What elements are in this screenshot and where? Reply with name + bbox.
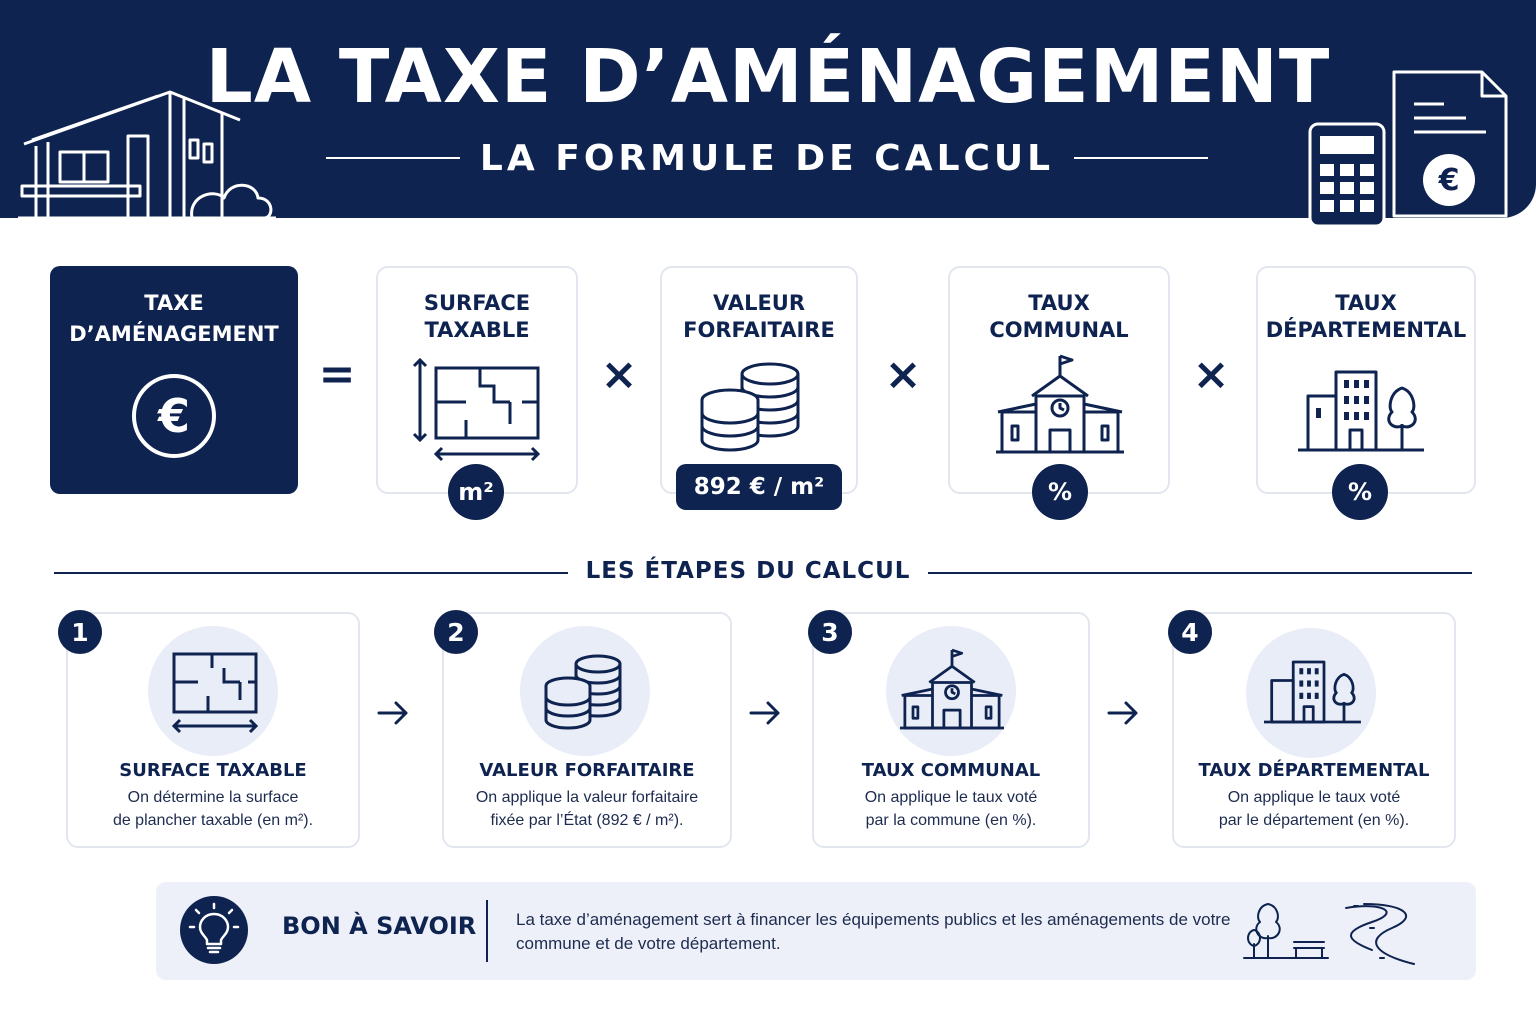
divider-line [1074, 157, 1208, 159]
price-badge: 892 € / m² [676, 464, 842, 510]
factor-card-surface [376, 266, 578, 506]
factor-card-taux-communal [948, 266, 1170, 506]
building-icon [1264, 654, 1364, 730]
svg-text:€: € [1438, 163, 1460, 198]
multiply-sign: × [884, 349, 922, 400]
step-title: TAUX COMMUNAL [861, 760, 1041, 781]
coins-icon [542, 652, 626, 732]
lightbulb-badge [180, 896, 248, 964]
percent-badge: % [1332, 464, 1388, 520]
percent-badge: % [1032, 464, 1088, 520]
step-description: On détermine la surface de plancher taxable (en m²). [112, 789, 314, 829]
step-number-badge: 4 [1168, 610, 1212, 654]
step-number-badge: 2 [434, 610, 478, 654]
floor-plan-icon [410, 356, 550, 466]
step-description: On applique la valeur forfaitaire fixée par l’État (892 € / m²). [475, 789, 699, 829]
tip-label: BON À SAVOIR [282, 912, 477, 940]
euro-icon [130, 372, 218, 460]
step-card-4 [1172, 612, 1456, 848]
park-road-illustration-icon [1242, 900, 1418, 968]
factor-card-valeur [660, 266, 858, 500]
step-title: VALEUR FORFAITAIRE [479, 760, 695, 781]
factor-title: TAUX DÉPARTEMENTAL [1265, 291, 1467, 342]
lightbulb-icon [180, 896, 248, 964]
result-tax-box [50, 266, 298, 494]
building-icon [1298, 368, 1428, 454]
floor-plan-icon [168, 650, 262, 736]
step-description: On applique le taux voté par le département (en %). [1218, 789, 1410, 829]
result-title: TAXE D’AMÉNAGEMENT [69, 291, 279, 346]
arrow-right-icon [1106, 696, 1140, 730]
step-card-1 [66, 612, 360, 848]
calculator-document-icon [1306, 68, 1510, 230]
town-hall-icon [900, 644, 1004, 734]
factor-title: SURFACE TAXABLE [423, 291, 531, 342]
section-divider [54, 572, 568, 574]
svg-text:€: € [157, 389, 191, 443]
tip-banner [156, 882, 1476, 980]
unit-badge: m² [448, 464, 504, 520]
steps-heading: LES ÉTAPES DU CALCUL [585, 558, 911, 584]
multiply-sign: × [600, 349, 638, 400]
step-title: SURFACE TAXABLE [119, 760, 307, 781]
factor-card-taux-departemental [1256, 266, 1476, 506]
divider-line [326, 157, 460, 159]
step-description: On applique le taux voté par la commune (en %). [864, 789, 1038, 829]
step-number-badge: 3 [808, 610, 852, 654]
subtitle-row [326, 136, 1208, 180]
step-title: TAUX DÉPARTEMENTAL [1198, 760, 1430, 781]
coins-icon [698, 360, 808, 452]
section-divider [928, 572, 1472, 574]
arrow-right-icon [748, 696, 782, 730]
step-card-3 [812, 612, 1090, 848]
tip-text: La taxe d’aménagement sert à financer les équipements publics et les aménagements de votre commune et de votre département. [516, 910, 1231, 953]
header-banner [0, 0, 1536, 218]
factor-title: TAUX COMMUNAL [989, 291, 1129, 342]
step-card-2 [442, 612, 732, 848]
page-subtitle: LA FORMULE DE CALCUL [479, 137, 1055, 179]
arrow-right-icon [376, 696, 410, 730]
tip-divider [486, 900, 488, 962]
page-title: LA TAXE D’AMÉNAGEMENT [205, 34, 1331, 120]
multiply-sign: × [1192, 349, 1230, 400]
step-number-badge: 1 [58, 610, 102, 654]
town-hall-icon [996, 352, 1124, 456]
equals-sign: = [318, 349, 356, 400]
factor-title: VALEUR FORFAITAIRE [683, 291, 835, 342]
